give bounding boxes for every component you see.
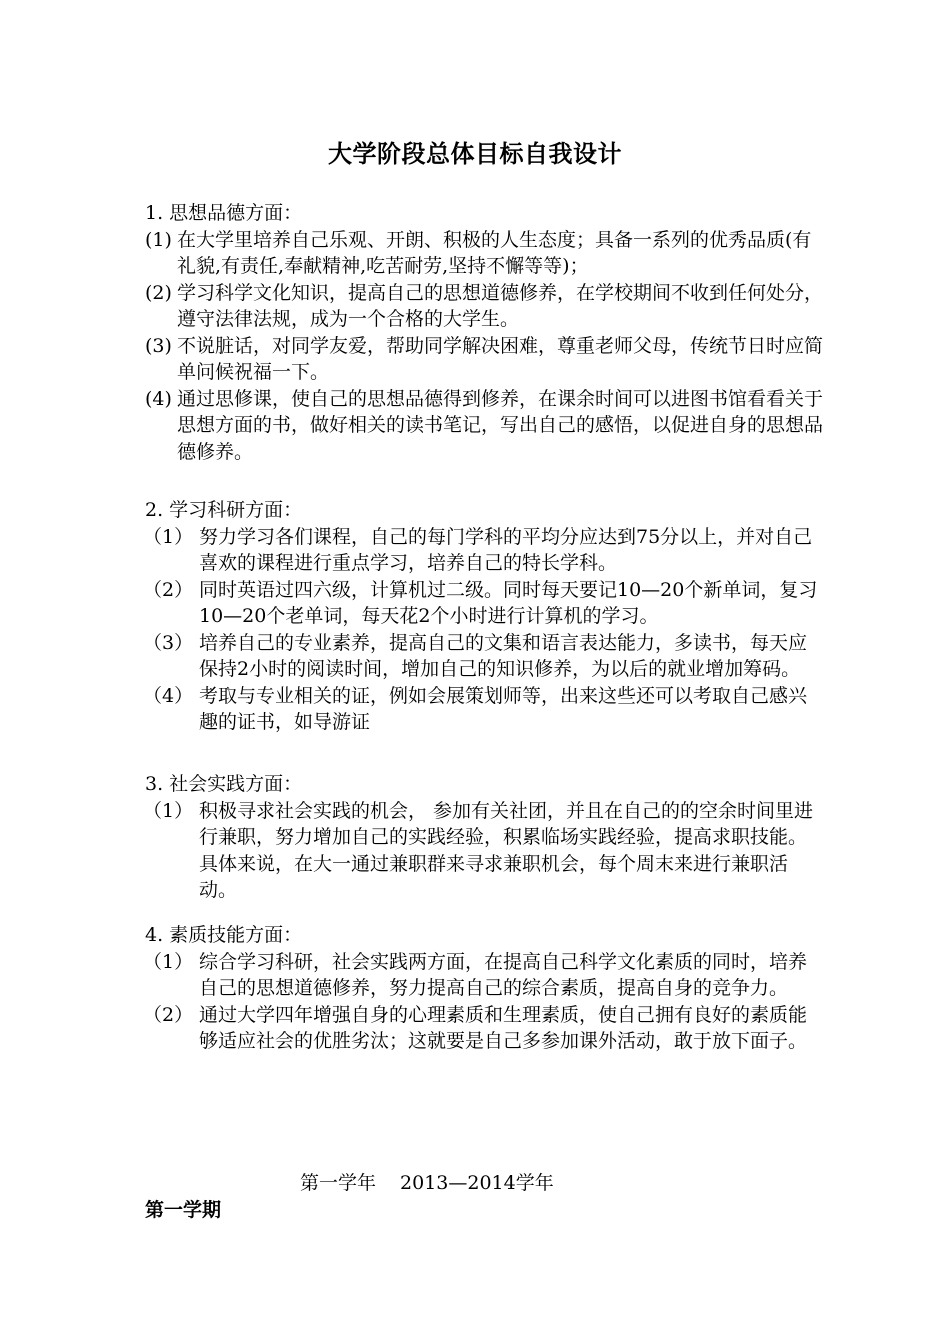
item-number: (4) [145, 387, 172, 410]
section-moral [145, 200, 825, 465]
year-range: 2013—2014学年 [400, 1172, 554, 1194]
section-heading: 4. 素质技能方面： [145, 924, 303, 946]
item-number: （1） [143, 799, 194, 822]
item-text: 考取与专业相关的证，例如会展策划师等，出来这些还可以考取自己感兴趣的证书，如导游证 [199, 684, 808, 733]
item-number: （1） [143, 525, 194, 548]
list-item [145, 798, 825, 904]
list-item [145, 949, 825, 1002]
section-heading: 3. 社会实践方面： [145, 773, 303, 795]
item-number: （2） [143, 578, 194, 601]
list-item [145, 1002, 825, 1055]
item-number: （4） [143, 684, 194, 707]
item-text: 在大学里培养自己乐观、开朗、积极的人生态度；具备一系列的优秀品质(有礼貌,有责任,奉献精神,吃苦耐劳,坚持不懈等等)； [177, 228, 812, 277]
item-text: 不说脏话，对同学友爱，帮助同学解决困难，尊重老师父母，传统节日时应简单问候祝福一下。 [177, 334, 824, 383]
item-text: 培养自己的专业素养，提高自己的文集和语言表达能力，多读书，每天应保持2小时的阅读时间，增加自己的知识修养，为以后的就业增加筹码。 [199, 631, 808, 680]
academic-year-heading [300, 1168, 554, 1195]
section-skills [145, 922, 825, 1055]
item-number: (2) [145, 281, 172, 304]
item-text: 综合学习科研，社会实践两方面，在提高自己科学文化素质的同时，培养自己的思想道德修养，努力提高自己的综合素质，提高自身的竞争力。 [199, 950, 808, 999]
item-text: 通过思修课，使自己的思想品德得到修养，在课余时间可以进图书馆看看关于思想方面的书，做好相关的读书笔记，写出自己的感悟，以促进自身的思想品德修养。 [177, 387, 824, 463]
list-item [145, 630, 825, 683]
item-text: 学习科学文化知识，提高自己的思想道德修养，在学校期间不收到任何处分，遵守法律法规，成为一个合格的大学生。 [177, 281, 824, 330]
list-item [145, 683, 825, 736]
item-number: （2） [143, 1003, 194, 1026]
section-heading: 1. 思想品德方面： [145, 202, 303, 224]
list-item [145, 227, 825, 280]
item-text: 积极寻求社会实践的机会， 参加有关社团，并且在自己的的空余时间里进行兼职，努力增加自己的实践经验，积累临场实践经验，提高求职技能。具体来说，在大一通过兼职群来寻求兼职机会，每个周末来进行兼职活动。 [199, 799, 814, 901]
section-study [145, 497, 825, 736]
item-number: （1） [143, 950, 194, 973]
item-text: 通过大学四年增强自身的心理素质和生理素质，使自己拥有良好的素质能够适应社会的优胜劣汰；这就要是自己多参加课外活动，敢于放下面子。 [199, 1003, 808, 1052]
list-item [145, 386, 825, 466]
item-number: （3） [143, 631, 194, 654]
page-title: 大学阶段总体目标自我设计 [328, 140, 622, 168]
list-item [145, 333, 825, 386]
semester-heading: 第一学期 [145, 1199, 222, 1221]
year-label: 第一学年 [300, 1172, 377, 1194]
item-text: 努力学习各们课程，自己的每门学科的平均分应达到75分以上，并对自己喜欢的课程进行重点学习，培养自己的特长学科。 [199, 525, 813, 574]
section-heading: 2. 学习科研方面： [145, 499, 303, 521]
item-number: (1) [145, 228, 172, 251]
list-item [145, 280, 825, 333]
item-text: 同时英语过四六级，计算机过二级。同时每天要记10—20个新单词，复习10—20个老单词，每天花2个小时进行计算机的学习。 [199, 578, 818, 627]
list-item [145, 524, 825, 577]
list-item [145, 577, 825, 630]
item-number: (3) [145, 334, 172, 357]
section-practice [145, 771, 825, 904]
